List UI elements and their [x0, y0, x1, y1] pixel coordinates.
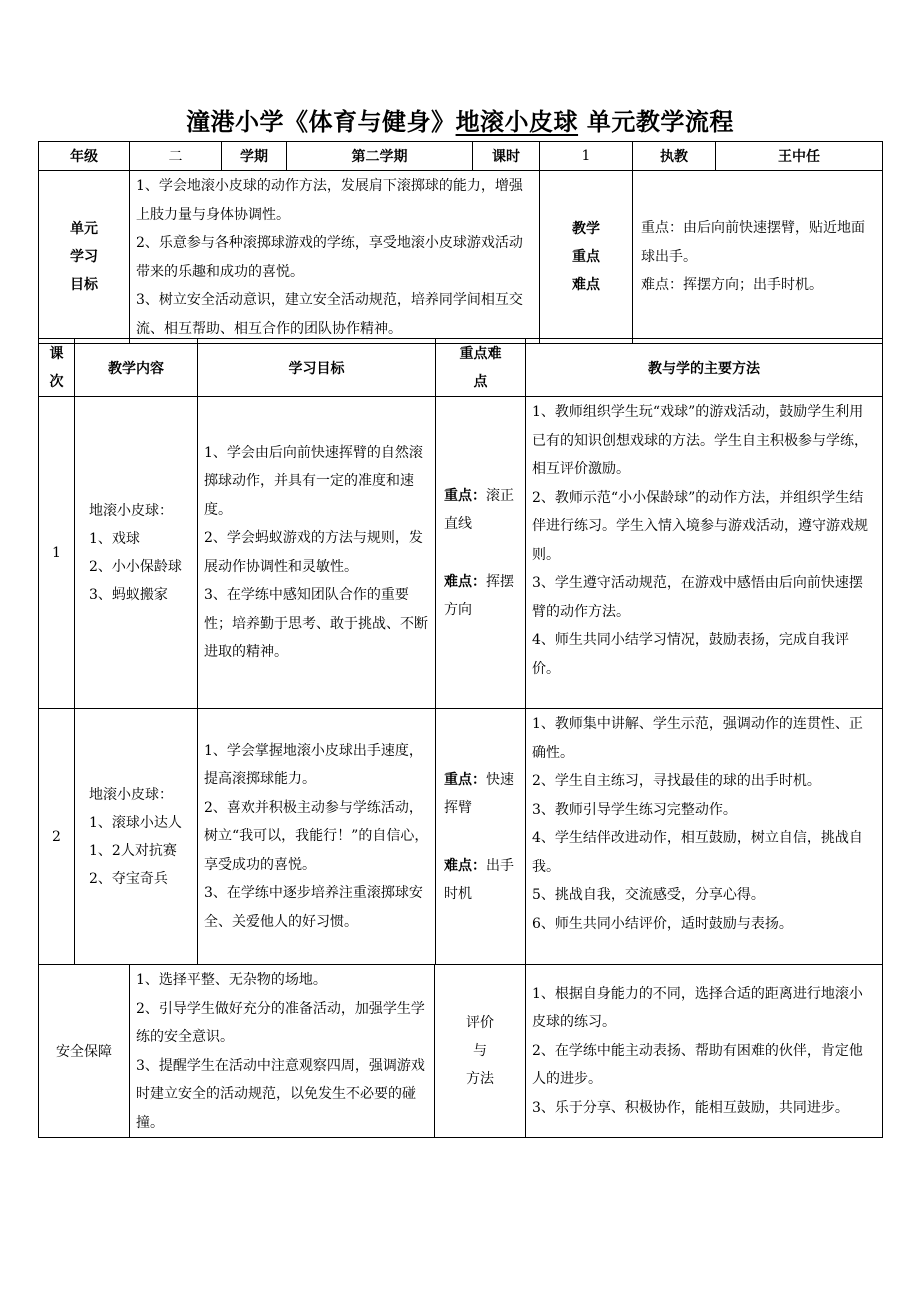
- title-topic: 地滚小皮球: [455, 107, 579, 136]
- evaluation-items: [526, 965, 883, 1138]
- lesson-2-goal: 3、在学练中逐步培养注重滚掷球安全、关爱他人的好习惯。: [204, 885, 423, 930]
- unit-goal-1: 1、学会地滚小皮球的动作方法，发展肩下滚掷球的能力，增强上肢力量与身体协调性。: [136, 178, 523, 223]
- difficulty-value: 挥摆方向: [444, 573, 514, 618]
- lesson-2-content-item: 2、夺宝奇兵: [89, 870, 168, 887]
- lesson-1-key: [436, 397, 526, 709]
- lesson-2-key: [436, 709, 526, 965]
- term-label: 学期: [222, 142, 287, 171]
- lesson-no-header: 课次: [39, 339, 75, 397]
- grade-value: 二: [130, 142, 222, 171]
- lesson-1-method: 2、教师示范“小小保龄球”的动作方法，并组织学生结伴进行练习。学生入情入境参与游戏活动，遵守游戏规则。: [532, 489, 868, 563]
- unit-goal-3: 3、树立安全活动意识，建立安全活动规范，培养同学间相互交流、相互帮助、相互合作的团队协作精神。: [136, 292, 523, 337]
- title-school: 潼港小学《体育与健身》: [186, 107, 456, 136]
- lesson-1-content-item: 1、戏球: [89, 530, 140, 547]
- safety-items: [130, 965, 435, 1138]
- unit-key-points: [633, 171, 883, 344]
- lesson-1-content-item: 2、小小保龄球: [89, 558, 182, 575]
- lesson-2-goal: 2、喜欢并积极主动参与学练活动，树立“我可以，我能行！”的自信心，享受成功的喜悦。: [204, 799, 429, 873]
- lesson-1-no: 1: [39, 397, 75, 709]
- lesson-2-content-item: 1、2人对抗赛: [89, 842, 177, 859]
- key-value: 快速挥臂: [444, 771, 514, 816]
- lesson-row-2: [39, 709, 883, 965]
- hours-value: 1: [540, 142, 633, 171]
- lesson-2-method: 1、教师集中讲解、学生示范，强调动作的连贯性、正确性。: [532, 716, 863, 761]
- lesson-content-header: 教学内容: [75, 339, 198, 397]
- lesson-2-method: 6、师生共同小结评价，适时鼓励与表扬。: [532, 915, 793, 932]
- lesson-2-method: 3、教师引导学生练习完整动作。: [532, 801, 737, 818]
- teacher-value: 王中任: [716, 142, 883, 171]
- lesson-row-1: [39, 397, 883, 709]
- lesson-methods-header: 教与学的主要方法: [526, 339, 883, 397]
- lesson-2-difficulty: [436, 852, 525, 908]
- lesson-2-no: 2: [39, 709, 75, 965]
- lesson-1-content: [75, 397, 198, 709]
- unit-key-label-3: 难点: [572, 277, 600, 293]
- lesson-2-key-point: [436, 766, 525, 822]
- unit-key-point: 重点：由后向前快速摆臂，贴近地面球出手。: [641, 220, 865, 265]
- lesson-1-goals: [198, 397, 436, 709]
- lesson-1-goal: 2、学会蚂蚁游戏的方法与规则，发展动作协调性和灵敏性。: [204, 530, 423, 575]
- lesson-1-key-point: [436, 482, 525, 538]
- key-label: 重点：: [444, 771, 486, 788]
- unit-goal-label-2: 学习: [70, 249, 98, 265]
- unit-goal-label-3: 目标: [70, 277, 98, 293]
- lesson-2-method: 4、学生结伴改进动作，相互鼓励，树立自信，挑战自我。: [532, 830, 863, 875]
- lesson-header-row: [39, 339, 883, 397]
- evaluation-item: 3、乐于分享、积极协作，能相互鼓励，共同进步。: [532, 1099, 849, 1116]
- lesson-table: [38, 338, 883, 965]
- safety-table: [38, 964, 883, 1138]
- evaluation-item: 2、在学练中能主动表扬、帮助有困难的伙伴，肯定他人的进步。: [532, 1042, 863, 1088]
- lesson-1-methods: [526, 397, 883, 709]
- lesson-1-goal: 1、学会由后向前快速挥臂的自然滚掷球动作，并具有一定的准度和速度。: [204, 444, 423, 518]
- lesson-1-content-item: 3、蚂蚁搬家: [89, 586, 168, 603]
- unit-goal-row: [39, 171, 883, 344]
- page-title: [0, 102, 920, 137]
- safety-row: [39, 965, 883, 1138]
- safety-item: 1、选择平整、无杂物的场地。: [136, 972, 327, 988]
- unit-goal-label: [39, 171, 130, 344]
- header-row: [39, 142, 883, 171]
- lesson-1-difficulty: [436, 568, 525, 624]
- evaluation-label-3: 方法: [466, 1071, 494, 1087]
- evaluation-label: [435, 965, 526, 1138]
- lesson-goal-header: 学习目标: [198, 339, 436, 397]
- lesson-2-goals: [198, 709, 436, 965]
- evaluation-item: 1、根据自身能力的不同，选择合适的距离进行地滚小皮球的练习。: [532, 985, 863, 1031]
- evaluation-label-2: 与: [473, 1043, 487, 1059]
- lesson-2-content-title: 地滚小皮球：: [89, 786, 173, 803]
- unit-key-label-2: 重点: [572, 249, 600, 265]
- difficulty-label: 难点：: [444, 573, 486, 590]
- lesson-2-method: 5、挑战自我，交流感受，分享心得。: [532, 887, 765, 903]
- lesson-1-goal: 3、在学练中感知团队合作的重要性；培养勤于思考、敢于挑战、不断进取的精神。: [204, 587, 428, 660]
- unit-key-label-1: 教学: [572, 221, 600, 237]
- unit-difficulty: 难点：挥摆方向；出手时机。: [641, 277, 823, 294]
- grade-label: 年级: [39, 142, 130, 171]
- hours-label: 课时: [473, 142, 540, 171]
- key-value: 滚正直线: [444, 487, 514, 532]
- header-table: [38, 141, 883, 344]
- lesson-2-method: 2、学生自主练习，寻找最佳的球的出手时机。: [532, 773, 821, 789]
- difficulty-label: 难点：: [444, 857, 486, 874]
- lesson-2-methods: [526, 709, 883, 965]
- lesson-1-method: 4、师生共同小结学习情况，鼓励表扬，完成自我评价。: [532, 632, 849, 677]
- safety-label: 安全保障: [39, 965, 130, 1138]
- evaluation-label-1: 评价: [466, 1015, 494, 1031]
- lesson-key-header: 重点难点: [436, 339, 526, 397]
- unit-key-label: [540, 171, 633, 344]
- term-value: 第二学期: [287, 142, 473, 171]
- title-suffix: 单元教学流程: [578, 107, 734, 136]
- teacher-label: 执教: [633, 142, 716, 171]
- lesson-2-goal: 1、学会掌握地滚小皮球出手速度，提高滚掷球能力。: [204, 742, 423, 788]
- safety-item: 3、提醒学生在活动中注意观察四周，强调游戏时建立安全的活动规范，以免发生不必要的碰撞。: [136, 1057, 425, 1131]
- lesson-1-method: 3、学生遵守活动规范，在游戏中感悟由后向前快速摆臂的动作方法。: [532, 575, 863, 620]
- lesson-2-content: [75, 709, 198, 965]
- difficulty-value: 出手时机: [444, 857, 514, 902]
- lesson-1-content-title: 地滚小皮球：: [89, 502, 173, 519]
- lesson-2-content-item: 1、滚球小达人: [89, 814, 182, 831]
- unit-goal-2: 2、乐意参与各种滚掷球游戏的学练，享受地滚小皮球游戏活动带来的乐趣和成功的喜悦。: [136, 235, 523, 280]
- unit-goals: [130, 171, 540, 344]
- safety-item: 2、引导学生做好充分的准备活动，加强学生学练的安全意识。: [136, 1000, 425, 1045]
- unit-goal-label-1: 单元: [70, 221, 98, 237]
- lesson-1-method: 1、教师组织学生玩“戏球”的游戏活动，鼓励学生利用已有的知识创想戏球的方法。学生自主积极参与学练，相互评价激励。: [532, 404, 868, 477]
- key-label: 重点：: [444, 487, 486, 504]
